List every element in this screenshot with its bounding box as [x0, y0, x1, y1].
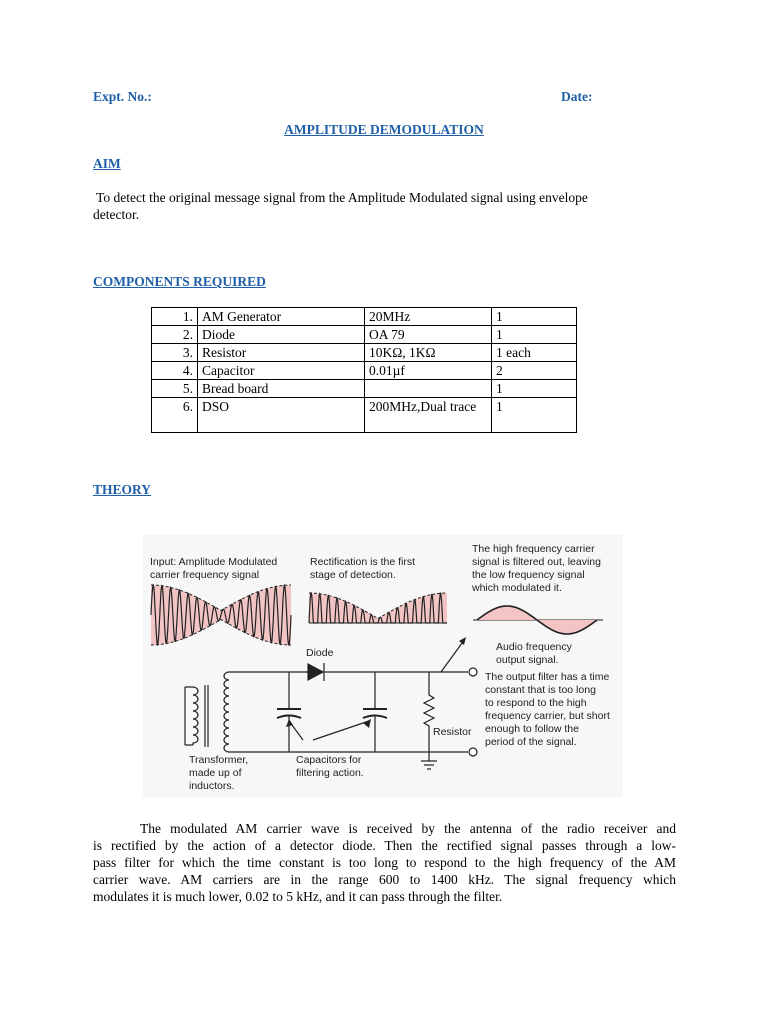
date-label: Date:	[561, 89, 593, 104]
component-name: Diode	[198, 326, 365, 344]
component-spec: 20MHz	[365, 308, 492, 326]
theory-line-3: pass filter for which the time constant is too long to respond to the high frequency of the AM	[93, 855, 676, 870]
audio-label-1: Audio frequency	[496, 641, 572, 653]
transformer-label-3: inductors.	[189, 780, 235, 792]
filter-label-2: signal is filtered out, leaving	[472, 556, 601, 568]
component-spec: 0.01µf	[365, 362, 492, 380]
row-number: 2.	[152, 326, 198, 344]
transformer-label-2: made up of	[189, 767, 242, 779]
out-label-4: frequency carrier, but short	[485, 710, 610, 722]
row-number: 4.	[152, 362, 198, 380]
page-title: AMPLITUDE DEMODULATION	[284, 122, 484, 137]
theory-heading: THEORY	[93, 482, 152, 497]
input-label-2: carrier frequency signal	[150, 569, 260, 581]
row-number: 3.	[152, 344, 198, 362]
component-name: Resistor	[198, 344, 365, 362]
row-number: 6.	[152, 398, 198, 433]
component-qty: 1	[492, 326, 577, 344]
components-table	[151, 307, 577, 433]
component-name: Capacitor	[198, 362, 365, 380]
row-number: 5.	[152, 380, 198, 398]
table-row	[152, 398, 577, 433]
table-row	[152, 362, 577, 380]
table-row	[152, 344, 577, 362]
component-name: Bread board	[198, 380, 365, 398]
capacitor-label-1: Capacitors for	[296, 754, 362, 766]
out-label-2: constant that is too long	[485, 684, 596, 696]
expt-no-label: Expt. No.:	[93, 89, 152, 104]
components-heading: COMPONENTS REQUIRED	[93, 274, 266, 289]
resistor-label: Resistor	[433, 726, 472, 738]
component-spec	[365, 380, 492, 398]
theory-line-1: The modulated AM carrier wave is received by the antenna of the radio receiver and	[140, 821, 676, 836]
aim-heading: AIM	[93, 156, 121, 171]
row-number: 1.	[152, 308, 198, 326]
capacitor-label-2: filtering action.	[296, 767, 364, 779]
diode-label: Diode	[306, 647, 334, 659]
component-qty: 1	[492, 398, 577, 433]
component-qty: 1	[492, 380, 577, 398]
aim-text-line-1: To detect the original message signal from the Amplitude Modulated signal using envelope	[93, 190, 588, 205]
component-qty: 1 each	[492, 344, 577, 362]
component-name: DSO	[198, 398, 365, 433]
out-label-1: The output filter has a time	[485, 671, 610, 683]
filter-label-3: the low frequency signal	[472, 569, 585, 581]
table-row	[152, 308, 577, 326]
table-row	[152, 326, 577, 344]
aim-text-line-2: detector.	[93, 207, 140, 222]
rect-label-2: stage of detection.	[310, 569, 396, 581]
component-spec: 10KΩ, 1KΩ	[365, 344, 492, 362]
filter-label-1: The high frequency carrier	[472, 543, 595, 555]
theory-line-4: carrier wave. AM carriers are in the range 600 to 1400 kHz. The signal frequency which	[93, 872, 676, 887]
envelope-detector-figure	[143, 535, 623, 797]
theory-paragraph	[93, 820, 676, 905]
input-label-1: Input: Amplitude Modulated	[150, 556, 278, 568]
filter-label-4: which modulated it.	[472, 582, 562, 594]
component-qty: 2	[492, 362, 577, 380]
table-row	[152, 380, 577, 398]
component-spec: OA 79	[365, 326, 492, 344]
out-label-6: period of the signal.	[485, 736, 577, 748]
out-label-5: enough to follow the	[485, 723, 579, 735]
transformer-label-1: Transformer,	[189, 754, 249, 766]
component-name: AM Generator	[198, 308, 365, 326]
component-qty: 1	[492, 308, 577, 326]
audio-label-2: output signal.	[496, 654, 559, 666]
rect-label-1: Rectification is the first	[310, 556, 416, 568]
component-spec: 200MHz,Dual trace	[365, 398, 492, 433]
theory-line-5: modulates it is much lower, 0.02 to 5 kHz, and it can pass through the filter.	[93, 889, 503, 904]
theory-line-2: is rectified by the action of a detector diode. Then the rectified signal passes through a low-	[93, 838, 676, 853]
out-label-3: to respond to the high	[485, 697, 587, 709]
